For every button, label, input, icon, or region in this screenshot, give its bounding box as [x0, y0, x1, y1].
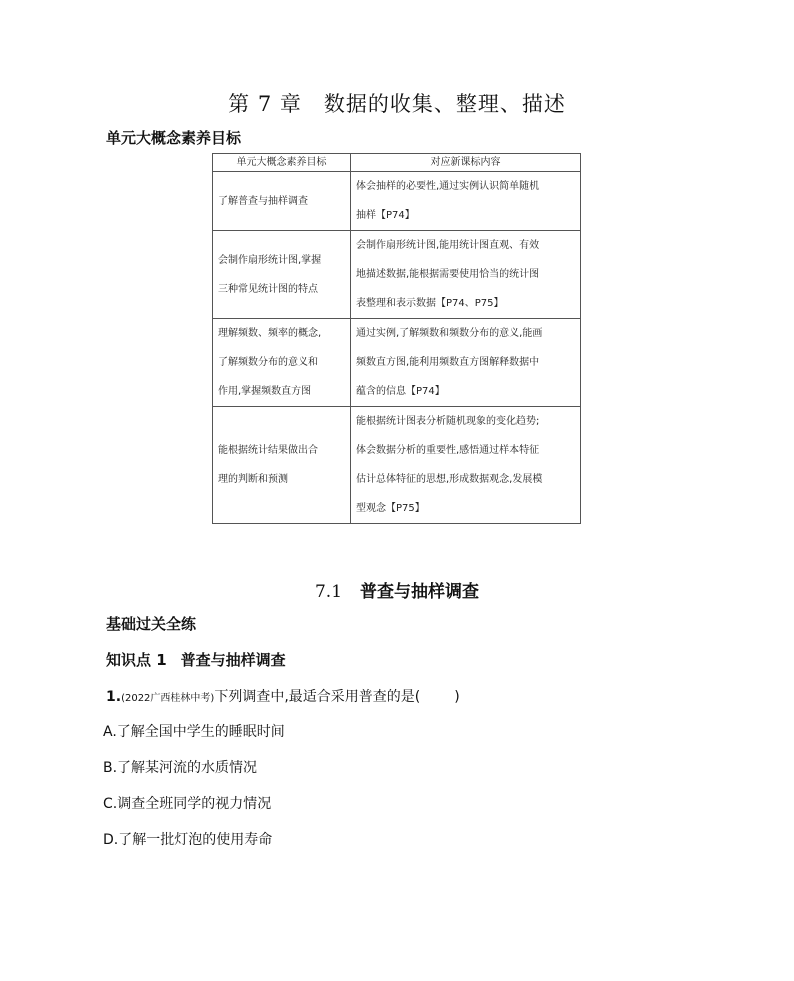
- content-cell: [351, 407, 581, 524]
- option-b: B.了解某河流的水质情况: [103, 760, 258, 776]
- content-line: 体会数据分析的重要性,感悟通过样本特征: [356, 445, 540, 456]
- section-number: 7.1: [314, 582, 343, 602]
- goal-cell: [213, 231, 351, 319]
- knowledge-point-label: 知识点 1: [106, 651, 167, 669]
- goal-line: 理的判断和预测: [218, 474, 288, 485]
- basic-practice-heading: 基础过关全练: [106, 615, 197, 633]
- content-cell: [351, 172, 581, 231]
- question-1: [106, 686, 460, 706]
- table-row: [213, 172, 581, 231]
- goal-line: 三种常见统计图的特点: [218, 283, 318, 295]
- goal-cell: [213, 172, 351, 231]
- chapter-title: [0, 88, 794, 118]
- question-source: (2022广西桂林中考): [121, 693, 215, 704]
- content-cell: [351, 231, 581, 319]
- knowledge-point-title: 普查与抽样调查: [180, 651, 286, 669]
- table-row: [213, 231, 581, 319]
- table-row: [213, 407, 581, 524]
- goal-line: 了解普查与抽样调查: [218, 195, 308, 207]
- option-c: C.调查全班同学的视力情况: [103, 796, 272, 812]
- content-line: 通过实例,了解频数和频数分布的意义,能画: [356, 328, 543, 339]
- answer-paren-close: ): [454, 689, 460, 705]
- unit-goals-heading: 单元大概念素养目标: [106, 129, 242, 147]
- content-line: 能根据统计图表分析随机现象的变化趋势;: [356, 416, 540, 427]
- question-stem: 下列调查中,最适合采用普查的是: [214, 689, 415, 705]
- content-line: 地描述数据,能根据需要使用恰当的统计图: [356, 269, 540, 280]
- content-cell: [351, 319, 581, 407]
- content-line: 抽样【P74】: [356, 210, 415, 221]
- table-header-goal: 单元大概念素养目标: [213, 154, 351, 172]
- goal-cell: [213, 319, 351, 407]
- goals-table: [212, 153, 581, 524]
- question-number: 1.: [106, 689, 122, 705]
- chapter-number: 第 7 章: [228, 92, 302, 116]
- goal-line: 能根据统计结果做出合: [218, 445, 318, 456]
- content-line: 型观念【P75】: [356, 503, 425, 514]
- content-line: 会制作扇形统计图,能用统计图直观、有效: [356, 240, 540, 251]
- section-title: [0, 577, 794, 602]
- goal-cell: [213, 407, 351, 524]
- goal-line: 作用,掌握频数直方图: [218, 386, 312, 397]
- content-line: 表整理和表示数据【P74、P75】: [356, 298, 504, 309]
- goal-line: 会制作扇形统计图,掌握: [218, 254, 322, 266]
- goal-line: 理解频数、频率的概念,: [218, 328, 322, 339]
- section-name: 普查与抽样调查: [360, 582, 480, 602]
- option-a: A.了解全国中学生的睡眠时间: [103, 724, 285, 740]
- chapter-name: 数据的收集、整理、描述: [323, 92, 566, 116]
- answer-paren-open: (: [414, 689, 421, 705]
- content-line: 体会抽样的必要性,通过实例认识简单随机: [356, 181, 540, 192]
- table-header-row: [213, 154, 581, 172]
- table-header-content: 对应新课标内容: [351, 154, 581, 172]
- content-line: 估计总体特征的思想,形成数据观念,发展模: [356, 474, 543, 485]
- table-row: [213, 319, 581, 407]
- content-line: 蕴含的信息【P74】: [356, 386, 445, 397]
- knowledge-point-heading: [106, 649, 286, 670]
- content-line: 频数直方图,能利用频数直方图解释数据中: [356, 357, 540, 368]
- option-d: D.了解一批灯泡的使用寿命: [103, 832, 273, 848]
- goal-line: 了解频数分布的意义和: [218, 357, 318, 368]
